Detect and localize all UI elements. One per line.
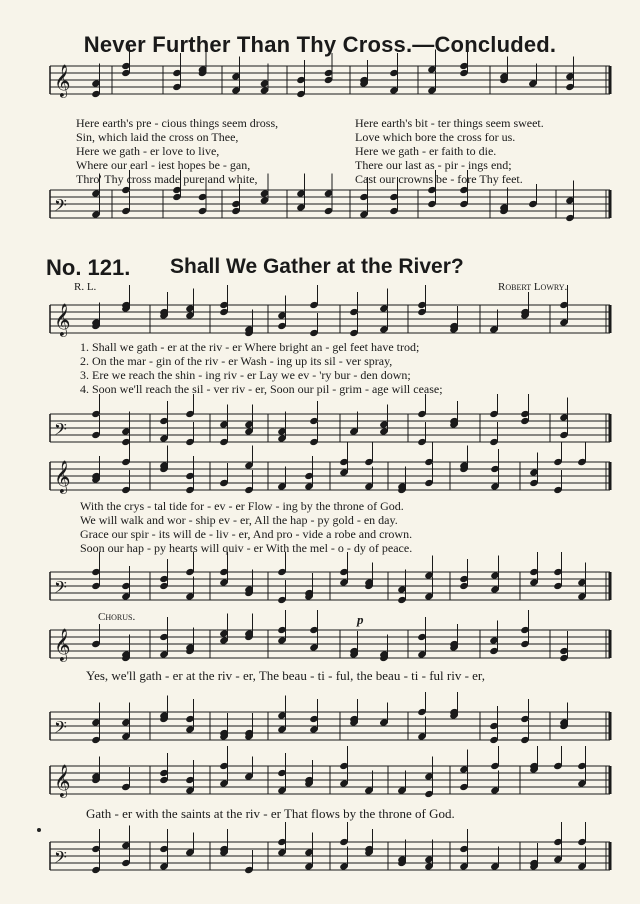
chorus-label: Chorus. (98, 611, 136, 623)
verse-2-line-2: We will walk and wor - ship ev - er, All the hap - py gold - en day. (80, 513, 398, 527)
verse-4-line-1: 4. Soon we'll reach the sil - ver riv - er, Soon our pil - grim - age will cease; (80, 382, 443, 396)
verse-4-line-2: Soon our hap - py hearts will quiv - er With the mel - o - dy of peace. (80, 541, 413, 555)
verse-3-line-1: 3. Ere we reach the shin - ing riv - er Lay we ev - 'ry bur - den down; (80, 368, 411, 382)
bass-clef-icon: 𝄢 (54, 419, 67, 443)
treble-clef-icon: 𝄞 (54, 460, 71, 493)
top-verse-3-left: Here we gath - er love to live, (76, 144, 220, 158)
hymn-number: No. 121. (46, 255, 131, 280)
treble-clef-icon: 𝄞 (54, 303, 71, 336)
bass-clef-icon: 𝄢 (54, 847, 67, 871)
top-verse-3-right: Here we gath - er faith to die. (355, 144, 497, 158)
treble-clef-icon: 𝄞 (54, 764, 71, 797)
top-verse-1-left: Here earth's pre - cious things seem dross, (76, 116, 279, 130)
top-verse-4-right: There our last as - pir - ings end; (355, 158, 512, 172)
top-verse-4-left: Where our earl - iest hopes be - gan, (76, 158, 251, 172)
top-verse-5-left: Thro' Thy cross made pure and white, (76, 172, 258, 186)
page-title: Never Further Than Thy Cross.—Concluded. (83, 32, 557, 57)
bass-clef-icon: 𝄢 (54, 195, 67, 219)
verse-2-line-1: 2. On the mar - gin of the riv - er Wash - ing up its sil - ver spray, (80, 354, 393, 368)
top-verse-2-left: Sin, which laid the cross on Thee, (76, 130, 239, 144)
page-mark (37, 828, 41, 832)
hymn-title: Shall We Gather at the River? (170, 255, 464, 278)
verse-3-line-2: Grace our spir - its will de - liv - er, And pro - vide a robe and crown. (80, 527, 413, 541)
bass-clef-icon: 𝄢 (54, 577, 67, 601)
words-credit: R. L. (74, 281, 97, 293)
chorus-line-2: Gath - er with the saints at the riv - er That flows by the throne of God. (86, 806, 455, 821)
verse-1-line-2: With the crys - tal tide for - ev - er Flow - ing by the throne of God. (80, 499, 404, 513)
top-verse-2-right: Love which bore the cross for us. (355, 130, 516, 144)
dynamic-marking: p (357, 612, 364, 627)
top-verse-1-right: Here earth's bit - ter things seem sweet. (355, 116, 544, 130)
verse-1-line-1: 1. Shall we gath - er at the riv - er Where bright an - gel feet have trod; (80, 340, 420, 354)
music-credit: Robert Lowry. (498, 281, 568, 293)
treble-clef-icon: 𝄞 (54, 628, 71, 661)
treble-clef-icon: 𝄞 (54, 64, 71, 97)
top-verse-5-right: Cast our crowns be - fore Thy feet. (355, 172, 523, 186)
bass-clef-icon: 𝄢 (54, 717, 67, 741)
chorus-line-1: Yes, we'll gath - er at the riv - er, The beau - ti - ful, the beau - ti - ful riv - er, (86, 668, 485, 683)
